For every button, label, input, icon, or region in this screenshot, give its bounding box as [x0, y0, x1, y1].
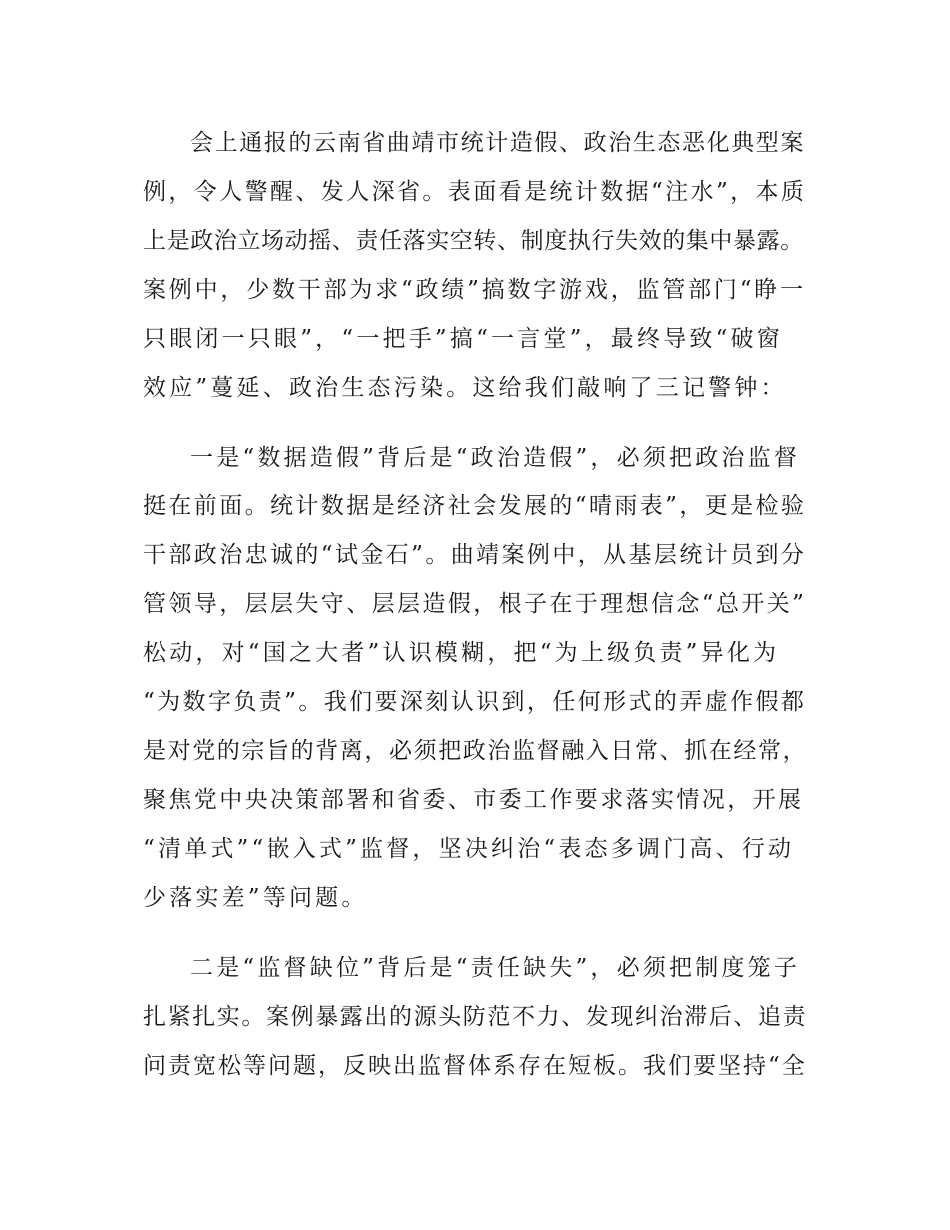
text-line: 例，令人警醒、发人深省。表面看是统计数据“注水”，本质: [143, 179, 807, 205]
text-line: “为数字负责”。我们要深刻认识到，任何形式的弄虚作假都: [143, 689, 807, 715]
text-line: 二是“监督缺位”背后是“责任缺失”，必须把制度笼子: [190, 955, 801, 981]
text-line: 干部政治忠诚的“试金石”。曲靖案例中，从基层统计员到分: [143, 542, 807, 568]
text-line: 一是“数据造假”背后是“政治造假”，必须把政治监督: [190, 445, 801, 471]
text-line: 问责宽松等问题，反映出监督体系存在短板。我们要坚持“全: [143, 1053, 807, 1079]
text-line: 效应”蔓延、政治生态污染。这给我们敲响了三记警钟：: [143, 375, 787, 401]
text-line: 上是政治立场动摇、责任落实空转、制度执行失效的集中暴露。: [143, 228, 804, 254]
text-line: 管领导，层层失守、层层造假，根子在于理想信念“总开关”: [143, 591, 807, 617]
text-line: 是对党的宗旨的背离，必须把政治监督融入日常、抓在经常，: [143, 738, 808, 764]
text-line: 聚焦党中央决策部署和省委、市委工作要求落实情况，开展: [143, 787, 804, 813]
text-line: 扎紧扎实。案例暴露出的源头防范不力、发现纠治滞后、追责: [143, 1004, 808, 1030]
text-line: 只眼闭一只眼”，“一把手”搞“一言堂”，最终导致“破窗: [143, 326, 783, 352]
text-line: “清单式”“嵌入式”监督，坚决纠治“表态多调门高、行动: [143, 836, 795, 862]
text-line: 少落实差”等问题。: [143, 885, 368, 911]
text-line: 会上通报的云南省曲靖市统计造假、政治生态恶化典型案: [190, 130, 805, 156]
text-line: 案例中，少数干部为求“政绩”搞数字游戏，监管部门“睁一: [143, 277, 806, 303]
text-line: 挺在前面。统计数据是经济社会发展的“晴雨表”，更是检验: [143, 493, 807, 519]
text-line: 松动，对“国之大者”认识模糊，把“为上级负责”异化为: [143, 640, 780, 666]
